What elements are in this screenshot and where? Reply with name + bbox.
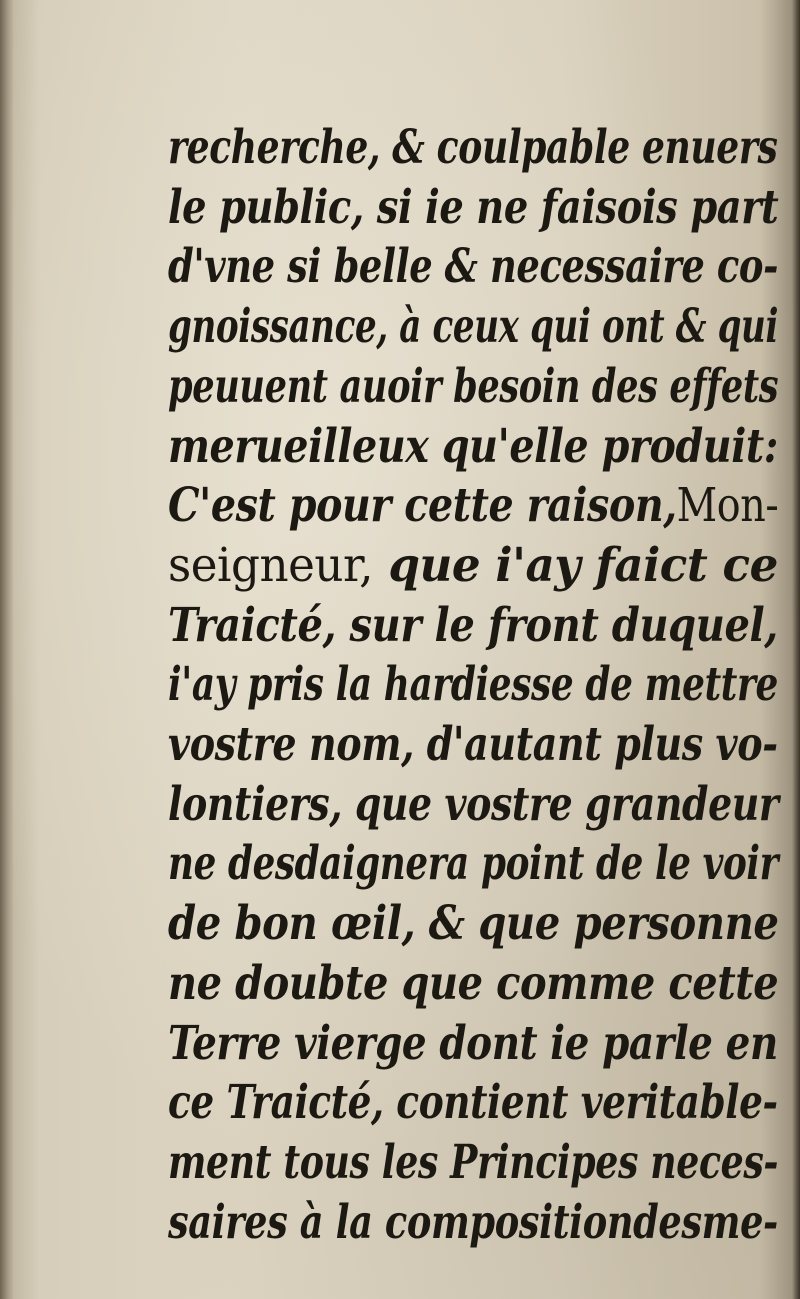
text-line: recherche, & coulpable enuers bbox=[168, 120, 778, 175]
text-line: peuuent auoir besoin des effets bbox=[168, 358, 779, 414]
roman-segment: seigneur, bbox=[168, 537, 374, 593]
text-line bbox=[168, 476, 779, 536]
italic-segment: que i'ay faict ce bbox=[388, 537, 778, 593]
page-edge bbox=[792, 0, 800, 1299]
roman-segment: Mon- bbox=[676, 478, 779, 534]
italic-segment: C'est pour cette raison, bbox=[168, 478, 677, 534]
text-line: saires à la compositiondesme- bbox=[168, 1194, 778, 1250]
text-line: ce Traicté, contient veritable- bbox=[168, 1075, 778, 1131]
text-line: i'ay pris la hardiesse de mettre bbox=[168, 657, 778, 713]
text-line: ne desdaignera point de le voir bbox=[168, 836, 779, 892]
text-line: Traicté, sur le front duquel, bbox=[168, 597, 778, 653]
text-line: merueilleux qu'elle produit: bbox=[168, 418, 778, 474]
text-line: vostre nom, d'autant plus vo- bbox=[168, 717, 778, 773]
text-line: gnoissance, à ceux qui ont & qui bbox=[168, 299, 779, 355]
text-line: ment tous les Principes neces- bbox=[168, 1134, 779, 1190]
text-line: lontiers, que vostre grandeur bbox=[168, 776, 779, 832]
text-line: le public, si ie ne faisois part bbox=[168, 179, 779, 235]
text-line: ne doubte que comme cette bbox=[168, 955, 779, 1011]
text-line bbox=[168, 536, 778, 596]
text-line: d'vne si belle & necessaire co- bbox=[168, 239, 778, 295]
body-text bbox=[168, 118, 779, 1252]
binding-shadow bbox=[0, 0, 14, 1299]
text-line: de bon œil, & que personne bbox=[168, 896, 779, 952]
text-line: Terre vierge dont ie parle en bbox=[168, 1015, 778, 1071]
